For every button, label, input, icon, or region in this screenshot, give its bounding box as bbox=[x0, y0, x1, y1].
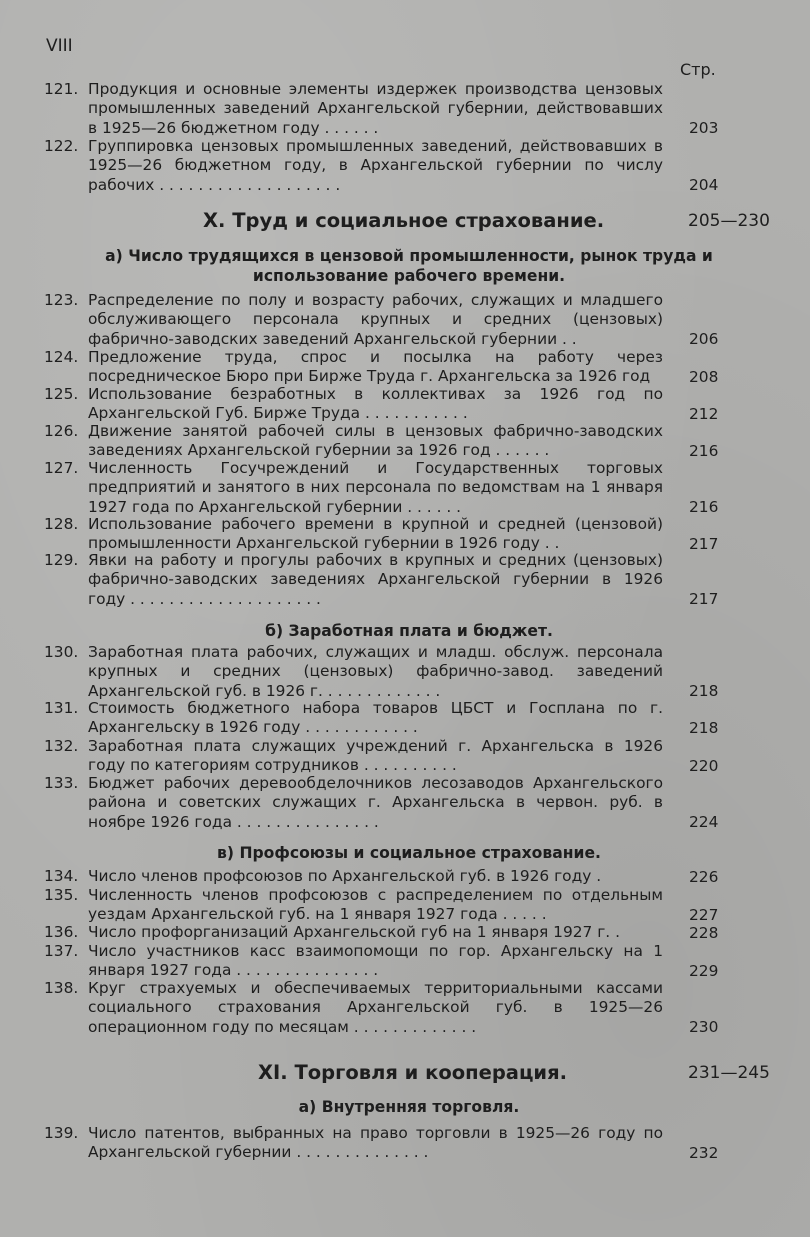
entry-title: Использование рабочего времени в крупной и средней (цензовой) промышленности Архангельской губернии в 1926 году . . bbox=[88, 515, 663, 553]
entry-number: 132. bbox=[44, 737, 79, 755]
toc-entry bbox=[44, 1124, 724, 1163]
toc-entry bbox=[44, 774, 724, 832]
entry-title: Предложение труда, спрос и посылка на работу через посредническое Бюро при Бирже Труда г. Архангельска за 1926 год bbox=[88, 348, 663, 386]
entry-page: 232 bbox=[689, 1143, 719, 1162]
entry-title: Заработная плата рабочих, служащих и младш. обслуж. персонала крупных и средних (цензовых) фабрично-завод. заведений Архангельской губ. в 1926 г. . . . . . . . . . . . . bbox=[88, 643, 663, 700]
entry-title: Группировка цензовых промышленных заведений, действовавших в 1925—26 бюджетном году, в Архангельской губернии по числу рабочих . . . . . . . . . . . . . . . . . . . bbox=[88, 137, 663, 194]
toc-entry bbox=[44, 291, 724, 349]
entry-page: 227 bbox=[689, 905, 719, 924]
entry-number: 136. bbox=[44, 923, 79, 941]
entry-number: 133. bbox=[44, 774, 79, 792]
entry-page: 203 bbox=[689, 118, 719, 137]
toc-entry bbox=[44, 422, 724, 461]
entry-title: Заработная плата служащих учреждений г. Архангельска в 1926 году по категориям сотрудников . . . . . . . . . . bbox=[88, 737, 663, 775]
toc-entry bbox=[44, 137, 724, 195]
toc-entry bbox=[44, 942, 724, 981]
toc-entry bbox=[44, 459, 724, 517]
entry-title: Явки на работу и прогулы рабочих в крупных и средних (цензовых) фабрично-заводских заведениях Архангельской губернии в 1926 году . . . . . . . . . . . . . . . . . . . . bbox=[88, 551, 663, 608]
entry-title: Использование безработных в коллективах за 1926 год по Архангельской Губ. Бирже Труда . . . . . . . . . . . bbox=[88, 385, 663, 423]
toc-entry bbox=[44, 867, 724, 887]
entry-title: Число участников касс взаимопомощи по гор. Архангельску на 1 января 1927 года . . . . . . . . . . . . . . . bbox=[88, 942, 663, 980]
entry-page: 226 bbox=[689, 867, 719, 886]
entry-page: 212 bbox=[689, 404, 719, 423]
toc-entry bbox=[44, 979, 724, 1037]
entry-number: 130. bbox=[44, 643, 79, 661]
entry-page: 229 bbox=[689, 961, 719, 980]
entry-number: 126. bbox=[44, 422, 79, 440]
entry-title: Бюджет рабочих деревообделочников лесозаводов Архангельского района и советских служащих г. Архангельска в червон. руб. в ноябре 1926 года . . . . . . . . . . . . . . . bbox=[88, 774, 663, 831]
entry-page: 228 bbox=[689, 923, 719, 942]
entry-title: Распределение по полу и возрасту рабочих, служащих и младшего обслуживающего персонала крупных и средних (цензовых) фабрично-заводских заведений Архангельской губернии . . bbox=[88, 291, 663, 348]
subsection-heading: а) Число трудящихся в цензовой промышленности, рынок труда и использование рабочего времени. bbox=[105, 247, 713, 285]
entry-number: 137. bbox=[44, 942, 79, 960]
entry-page: 217 bbox=[689, 534, 719, 553]
entry-number: 139. bbox=[44, 1124, 79, 1142]
entry-title: Движение занятой рабочей силы в цензовых фабрично-заводских заведениях Архангельской губернии за 1926 год . . . . . . bbox=[88, 422, 663, 460]
entry-page: 230 bbox=[689, 1017, 719, 1036]
subsection-heading: а) Внутренняя торговля. bbox=[298, 1098, 520, 1116]
entry-page: 218 bbox=[689, 718, 719, 737]
section-heading: XI. Торговля и кооперация. bbox=[258, 1061, 568, 1084]
toc-entry bbox=[44, 699, 724, 738]
entry-number: 128. bbox=[44, 515, 79, 533]
entry-number: 135. bbox=[44, 886, 79, 904]
entry-title: Численность членов профсоюзов с распределением по отдельным уездам Архангельской губ. на 1 января 1927 года . . . . . bbox=[88, 886, 663, 924]
entry-number: 131. bbox=[44, 699, 79, 717]
entry-title: Число членов профсоюзов по Архангельской губ. в 1926 году . bbox=[88, 867, 602, 885]
section-heading: X. Труд и социальное страхование. bbox=[203, 209, 605, 232]
toc-entry bbox=[44, 348, 724, 387]
entry-number: 122. bbox=[44, 137, 79, 155]
entry-page: 218 bbox=[689, 681, 719, 700]
entry-number: 127. bbox=[44, 459, 79, 477]
page-column-label: Стр. bbox=[680, 60, 716, 79]
entry-title: Число патентов, выбранных на право торговли в 1925—26 году по Архангельской губернии . . . . . . . . . . . . . . bbox=[88, 1124, 663, 1162]
entry-title: Стоимость бюджетного набора товаров ЦБСТ и Госплана по г. Архангельску в 1926 году . . . . . . . . . . . . bbox=[88, 699, 663, 737]
entry-title: Число профорганизаций Архангельской губ на 1 января 1927 г. . bbox=[88, 923, 620, 941]
subsection-heading: в) Профсоюзы и социальное страхование. bbox=[217, 844, 601, 862]
toc-entry bbox=[44, 923, 724, 943]
entry-title: Численность Госучреждений и Государственных торговых предприятий и занятого в них персонала по ведомствам на 1 января 1927 года по Архангельской губернии . . . . . . bbox=[88, 459, 663, 516]
toc-entry bbox=[44, 643, 724, 701]
entry-page: 216 bbox=[689, 497, 719, 516]
section-page-range: 231—245 bbox=[688, 1063, 770, 1083]
toc-entry bbox=[44, 515, 724, 554]
toc-entry bbox=[44, 385, 724, 424]
subsection-heading: б) Заработная плата и бюджет. bbox=[265, 622, 553, 640]
entry-number: 134. bbox=[44, 867, 79, 885]
entry-title: Продукция и основные элементы издержек производства цензовых промышленных заведений Архангельской губернии, действовавших в 1925—26 бюджетном году . . . . . . bbox=[88, 80, 663, 137]
entry-page: 208 bbox=[689, 367, 719, 386]
entry-number: 129. bbox=[44, 551, 79, 569]
entry-number: 138. bbox=[44, 979, 79, 997]
entry-page: 220 bbox=[689, 756, 719, 775]
entry-title: Круг страхуемых и обеспечиваемых территориальными кассами социального страхования Архангельской губ. в 1925—26 операционном году по месяцам . . . . . . . . . . . . . bbox=[88, 979, 663, 1036]
page-number: VIII bbox=[46, 36, 73, 56]
entry-page: 224 bbox=[689, 812, 719, 831]
entry-page: 217 bbox=[689, 589, 719, 608]
entry-number: 124. bbox=[44, 348, 79, 366]
toc-entry bbox=[44, 737, 724, 776]
section-page-range: 205—230 bbox=[688, 211, 770, 231]
entry-number: 123. bbox=[44, 291, 79, 309]
toc-entry bbox=[44, 551, 724, 609]
entry-page: 216 bbox=[689, 441, 719, 460]
entry-page: 204 bbox=[689, 175, 719, 194]
entry-page: 206 bbox=[689, 329, 719, 348]
entry-number: 121. bbox=[44, 80, 79, 98]
toc-entry bbox=[44, 80, 724, 138]
toc-entry bbox=[44, 886, 724, 925]
entry-number: 125. bbox=[44, 385, 79, 403]
